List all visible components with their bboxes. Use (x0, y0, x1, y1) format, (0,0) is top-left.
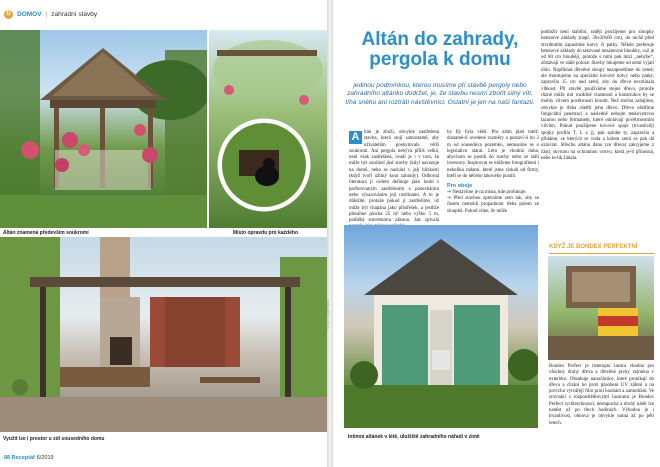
page-number: 88 (4, 455, 11, 461)
patio-photo (0, 237, 327, 432)
subheading-pro-oboje: Pro oboje (447, 183, 473, 190)
bondex-product-photo (548, 256, 654, 360)
article-title: Altán do zahrady, pergola k domu (361, 29, 519, 70)
drop-cap: A (349, 131, 362, 144)
column-1-text: ltán je zboží, obvykle zastřešená stavba, která stojí samostatně, aby uživatelům poskytovala větší soukromí. Ani pergola nebývá příliš velká, není však zastřešená, roudí je i v tom, že může být součástí jiné stavby (kdyl navazuje na domů, nebo se nachází v její blízkosti (když tvoří užitný kout zahrady). Odborná literatura jí ovšem definuje jako loubí s perforovaným zastřešením a ponecháním nebo výsazováním její rostlinami. A to je důležité, protože pokud jí zastřešíme, už může být chápána jako přístřešek, a jestliže přesáhne plocha 25 m² nebo výšku 5 m, podléhá stavebnímu zákonu. Jak zpívalá (349, 130, 439, 224)
article-lead: jedinou podmínkou, kterou musíme při stavbě pergoly nebo zahradního altánku dodržet, je, že stavbu nesmí zbořit silný vítr, tíha sněhu ani rozträtí návštěvníci. Ostatní je jen na naší fantazii. (345, 82, 535, 106)
section-header (4, 9, 97, 19)
bullet-item: ➔ Nestavíme je na místa, kde profukuje. (447, 189, 527, 195)
bondex-illustration (548, 256, 654, 360)
section-label[interactable]: DOMOV (17, 10, 42, 18)
cat-photo (209, 30, 327, 228)
photo2-caption: Místo opravdu pro každého (233, 230, 299, 236)
photo-credit: FOTO: Shutterstock (326, 298, 330, 330)
bullet-arrow-icon: ➔ (447, 195, 454, 201)
bullet-item: ➔ Před stavbou zpevníme zem tak, aby se časem nemohli propadnout třeba polem ze sloupků. Pokud víme, že může (447, 195, 539, 214)
column-2-text: by fly byla větší. Pro altán platí totéž: dostatně-li uvedené rozměry a postaví-li ho 2 m od sousedova pozemku, nemusíme se o legislativu starat. Léto je vhodná doba, abychom se pustili do stavby nebo ze stáli investory. Inspirovat se můžeme fotografiemi i nekolika radami, které jsme získali od firmy, kteří se do něčeho takového pustili. (447, 130, 539, 180)
patio-illustration (0, 237, 327, 432)
sidebar-box-rule (549, 253, 654, 254)
header-separator: | (45, 10, 48, 18)
column-3-text: podložit není stabilní, raději použijeme pro sloupky betonové základy (např. 30x30x60 cm), do nichž před ztvrdnutím zapustíme kotvy či patky. Někdo preferuje betonové základy do takzvané nezámrzné hloubky, což je od 80 cm hloubějí, protože s nimi pak mízí „nehýbe“, zůstávají ve stálé poloze. Stavby lokujeme od zemí vyjatí úhlu. Například dřevěné sloupy nezapouštíme do země; ale montujeme na speciální kovové kotvy nebo patky, zapravila 15 cm nad zemí, aby do dřeva nevzlínala vlhkost. Při stavbě používáme stejné dřevo, protože různé může mít rozdílné vlastnosti a konstrukce by se mohly vlivem povětrnosti kroutit. Než stavbu zahájíme, obvykle je třeba ošetřit jeho dřevo. Dřevo ošetříme fungicidní penetrací a následně nebojte tenkovrstvou lazurou nebo fermanem, které odolávají povětrnostním vlivům. Pokud použijeme kovové spoje (trvanlivějí spojky profilu T, L a j), pak spiráte ty, zapravila a přidáme, ze kterých se voda a kolem zemí se pak dá uzávirat. Střechu altánu dánu (ze dřeva) zakryjeme z části, skvrnou na ochrannou vrstvu, která je-li přínosná, nebo to-lik žádala. (541, 30, 654, 161)
gazebo-photo (0, 30, 207, 228)
article-column-2 (447, 130, 539, 215)
sidebar-box-text (549, 364, 654, 427)
cat-illustration (209, 30, 327, 228)
magazine-name: Receptář (11, 455, 36, 461)
left-page (0, 0, 327, 467)
gazebo-illustration (0, 30, 207, 228)
photo4-caption: Intimní altánek v létě, úložiště zahradního nářadí v zimě (348, 434, 480, 440)
section-badge: D (4, 10, 13, 19)
page-footer (4, 455, 54, 461)
subsection-label[interactable]: zahradní stavby (51, 10, 98, 18)
bullet-arrow-icon: ➔ (447, 189, 453, 195)
sidebar-box-copy: Bondex Perfect je tisteropní lazura vhodná pro všechny druhy dřeva a dřevěné prvky zejména v exteriéru. Obsahuje nanočástice, které pronikají do dřeva a chrání ho proti působení UV záření a na povrchu vytvářejí film proti houbám a zamodrání. Ve srovnání s rozpouštědlovými lazurami je Bondex Perfect rychleschnoucí, nestapuchá a druhý nátěr lze nanést už po třech hodinách. Výhodou je i trvanlivost, obnova je obvykle nutná až po pěti letech. (549, 364, 654, 426)
issue-number: 6/2019 (36, 455, 54, 461)
article-column-3 (541, 30, 654, 162)
garden-shed-illustration (344, 225, 538, 428)
article-column-1 (349, 130, 439, 231)
sidebar-box-title: KDYŽ JE BONDEX PERFEKTNÍ (549, 244, 638, 250)
garden-shed-photo (344, 225, 538, 428)
photo3-caption: Využít lze i prostor u zdi sousedního domu (3, 436, 105, 442)
photo1-caption: Altán znamená především soukromí (3, 230, 89, 236)
